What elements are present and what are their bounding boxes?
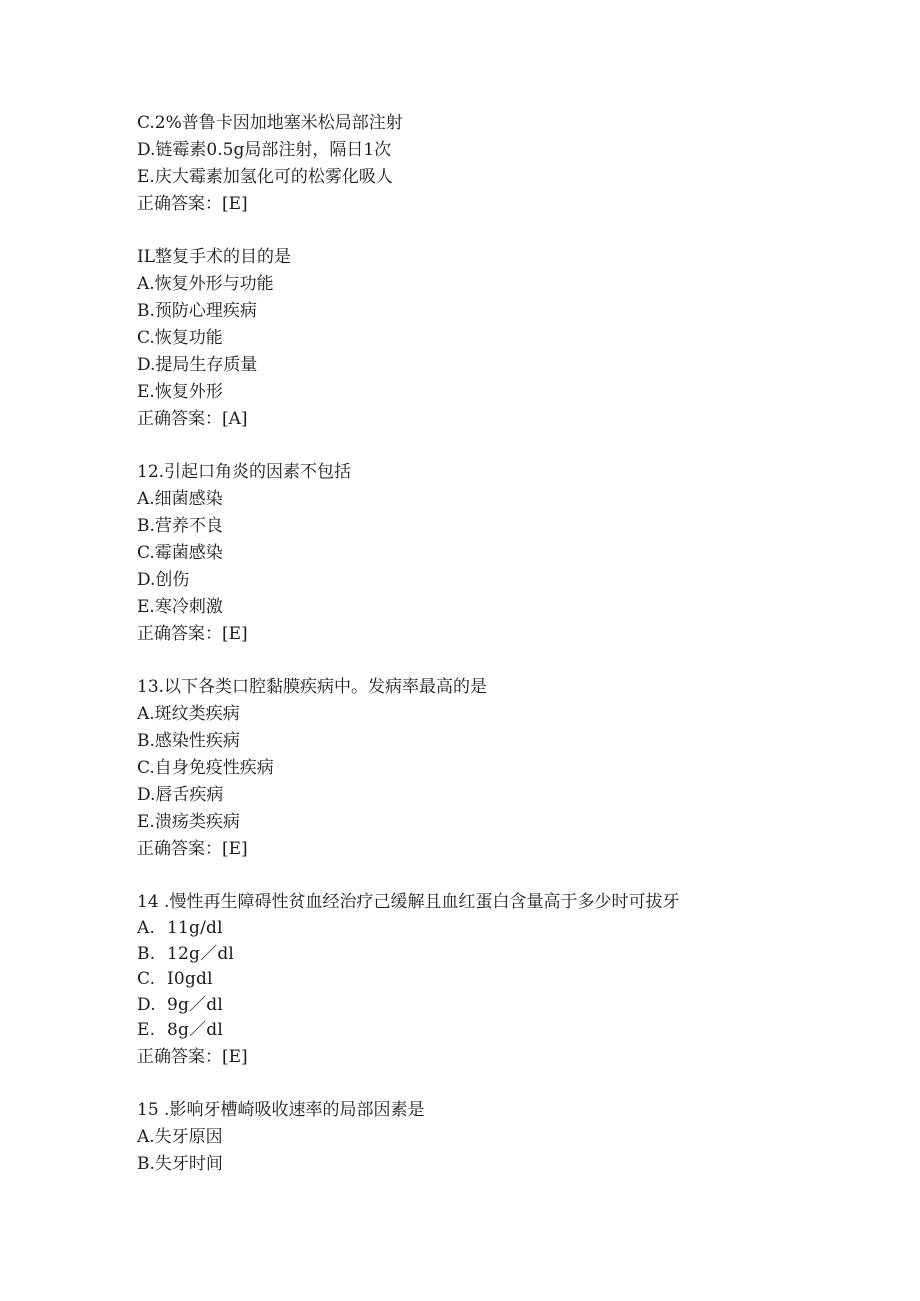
option-a: A.斑纹类疾病	[137, 704, 240, 724]
answer: 正确答案：[A]	[137, 409, 248, 429]
option-d: D.唇舌疾病	[137, 785, 224, 805]
question-text: 13.以下各类口腔黏膜疾病中。发病率最高的是	[137, 677, 488, 697]
option-text: 11g/dl	[167, 918, 223, 938]
question-11	[137, 244, 877, 433]
option-b: B.失牙时间	[137, 1153, 223, 1174]
option-c: C.2%普鲁卡因加地塞米松局部注射	[137, 113, 403, 133]
option-label: C.	[137, 969, 156, 989]
option-text: 9g／dl	[167, 994, 224, 1015]
option-b: B.营养不良	[137, 516, 223, 536]
option-a	[137, 916, 877, 942]
option-c	[137, 967, 877, 993]
option-e: E.庆大霉素加氢化可的松雾化吸人	[137, 167, 393, 187]
option-label: E.	[137, 1020, 156, 1040]
option-label: A.	[137, 918, 156, 938]
option-e: E.溃疡类疾病	[137, 812, 240, 832]
question-13	[137, 674, 877, 863]
option-text: I0gdl	[167, 969, 213, 989]
option-c: C.自身免疫性疾病	[137, 758, 274, 778]
option-a: A.恢复外形与功能	[137, 274, 274, 294]
option-b: B.感染性疾病	[137, 731, 240, 751]
option-d	[137, 993, 877, 1019]
option-d: D.创伤	[137, 570, 190, 590]
question-10	[137, 110, 877, 218]
option-text: 12g／dl	[167, 943, 235, 964]
option-e: E.恢复外形	[137, 382, 223, 402]
answer: 正确答案：[E]	[137, 839, 248, 859]
option-c: C.恢复功能	[137, 328, 223, 348]
answer: 正确答案：[E]	[137, 624, 248, 644]
question-text: 14 .慢性再生障碍性贫血经治疗己缓解且血红蛋白含量高于多少时可拔牙	[137, 892, 680, 912]
question-text: IL整复手术的目的是	[137, 247, 292, 267]
question-text: 12.引起口角炎的因素不包括	[137, 462, 352, 482]
option-d: D.提局生存质量	[137, 355, 258, 375]
document-page	[137, 110, 877, 1178]
option-e	[137, 1018, 877, 1044]
option-label: B.	[137, 943, 156, 964]
question-14	[137, 889, 877, 1071]
question-12	[137, 459, 877, 648]
option-d: D.链霉素0.5g局部注射，隔日1次	[137, 140, 392, 160]
option-e: E.寒冷刺激	[137, 597, 223, 617]
question-15	[137, 1097, 877, 1178]
answer: 正确答案：[E]	[137, 1046, 248, 1067]
answer: 正确答案：[E]	[137, 194, 248, 214]
option-text: 8g／dl	[167, 1020, 224, 1040]
option-a: A.失牙原因	[137, 1126, 223, 1147]
option-b	[137, 942, 877, 968]
option-label: D.	[137, 994, 156, 1015]
option-b: B.预防心理疾病	[137, 301, 257, 321]
option-a: A.细菌感染	[137, 489, 223, 509]
option-c: C.霉菌感染	[137, 543, 223, 563]
question-text: 15 .影响牙槽崎吸收速率的局部因素是	[137, 1099, 425, 1120]
